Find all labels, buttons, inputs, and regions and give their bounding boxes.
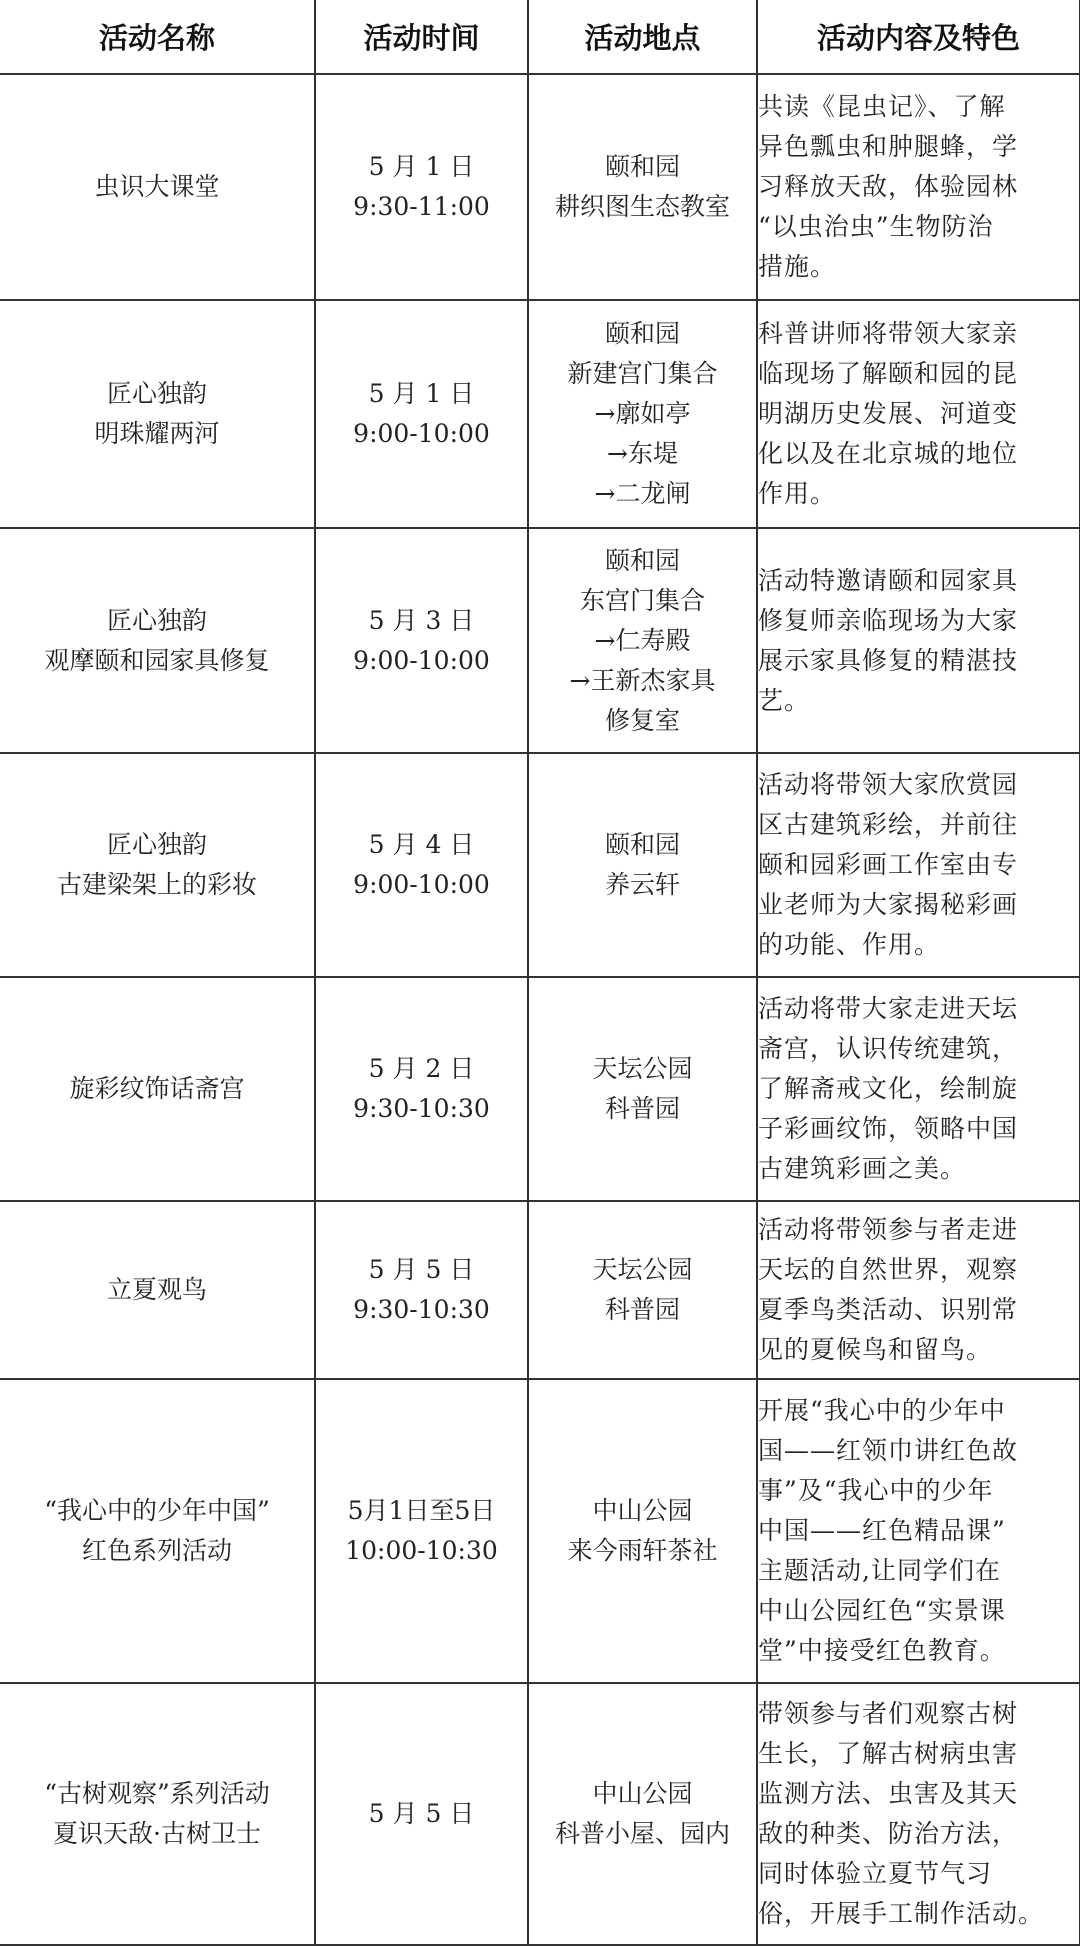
cell-text-line: 夏识天敌·古树卫士 <box>53 1819 261 1848</box>
cell-text-line: 作用。 <box>758 479 837 508</box>
cell-text-line: “以虫治虫”生物防治 <box>758 212 994 241</box>
cell-text-line: 虫识大课堂 <box>94 172 220 201</box>
cell-text-line: 同时体验立夏节气习 <box>758 1859 993 1888</box>
cell-text-line: 科普讲师将带领大家亲 <box>758 319 1019 348</box>
cell-text-line: 科普园 <box>604 1094 680 1123</box>
activity-time-cell <box>315 753 528 977</box>
cell-text-line: 明珠耀两河 <box>94 419 220 448</box>
cell-text-line: 见的夏候鸟和留鸟。 <box>758 1335 993 1364</box>
cell-text-line: 修复室 <box>604 705 680 735</box>
cell-text-line: 9:00-10:00 <box>353 419 490 448</box>
cell-text-line: 子彩画纹饰，领略中国 <box>758 1114 1019 1143</box>
activity-content-cell <box>757 1201 1080 1379</box>
cell-text-line: 科普小屋、园内 <box>554 1819 730 1848</box>
header-activity-place: 活动地点 <box>528 0 757 74</box>
cell-text-line: 9:30-11:00 <box>353 192 490 221</box>
activity-place-cell <box>528 753 757 977</box>
cell-text-line: 5 月 4 日 <box>368 830 475 859</box>
activity-content-cell <box>757 1683 1080 1945</box>
cell-text-line: 事”及“我心中的少年 <box>758 1476 994 1505</box>
activity-time-cell <box>315 528 528 753</box>
activity-name-cell <box>0 528 315 753</box>
cell-text-line: 习释放天敌，体验园林 <box>758 172 1019 201</box>
cell-text-line: 旋彩纹饰话斋宫 <box>69 1074 245 1103</box>
cell-text-line: 5 月 1 日 <box>368 152 475 181</box>
cell-text-line: 了解斋戒文化，绘制旋 <box>758 1074 1019 1103</box>
table-row <box>0 1379 1080 1683</box>
cell-text-line: →廓如亭 <box>594 399 691 428</box>
cell-text-line: 5 月 3 日 <box>368 605 475 635</box>
cell-text-line: 业老师为大家揭秘彩画 <box>758 890 1019 919</box>
cell-text-line: 天坛公园 <box>592 1255 693 1284</box>
cell-text-line: 活动特邀请颐和园家具 <box>758 565 1019 595</box>
cell-text-line: 5 月 2 日 <box>368 1054 475 1083</box>
cell-text-line: 5 月 1 日 <box>368 379 475 408</box>
table-row <box>0 528 1080 753</box>
cell-text-line: 天坛的自然世界，观察 <box>758 1255 1019 1284</box>
table-row <box>0 977 1080 1201</box>
cell-text-line: 来今雨轩茶社 <box>567 1536 718 1565</box>
cell-text-line: 红色系列活动 <box>81 1536 232 1565</box>
activity-content-cell <box>757 300 1080 528</box>
activity-name-cell <box>0 753 315 977</box>
activity-name-cell <box>0 1683 315 1945</box>
cell-text-line: 开展“我心中的少年中 <box>758 1396 1006 1425</box>
activity-name-cell <box>0 1379 315 1683</box>
header-activity-name: 活动名称 <box>0 0 315 74</box>
cell-text-line: 措施。 <box>758 252 837 281</box>
cell-text-line: 异色瓢虫和肿腿蜂，学 <box>758 132 1019 161</box>
activity-time-cell <box>315 74 528 300</box>
cell-text-line: 监测方法、虫害及其天 <box>758 1779 1019 1808</box>
cell-text-line: 9:00-10:00 <box>353 645 490 675</box>
cell-text-line: 堂”中接受红色教育。 <box>758 1636 1006 1665</box>
cell-text-line: 中山公园红色“实景课 <box>758 1596 1006 1625</box>
cell-text-line: 古建梁架上的彩妆 <box>56 870 257 899</box>
table-row <box>0 1201 1080 1379</box>
cell-text-line: 艺。 <box>758 685 811 715</box>
activity-place-cell <box>528 300 757 528</box>
header-activity-content: 活动内容及特色 <box>757 0 1080 74</box>
cell-text-line: 活动将带大家走进天坛 <box>758 994 1019 1023</box>
cell-text-line: 5 月 5 日 <box>368 1799 475 1828</box>
cell-text-line: 颐和园 <box>604 545 680 575</box>
activity-time-cell <box>315 300 528 528</box>
cell-text-line: 主题活动,让同学们在 <box>758 1556 1001 1585</box>
activity-place-cell <box>528 74 757 300</box>
cell-text-line: 耕织图生态教室 <box>554 192 730 221</box>
activity-content-cell <box>757 74 1080 300</box>
activity-content-cell <box>757 977 1080 1201</box>
table-row <box>0 1683 1080 1945</box>
cell-text-line: 斋宫，认识传统建筑， <box>758 1034 1019 1063</box>
cell-text-line: 夏季鸟类活动、识别常 <box>758 1295 1019 1324</box>
table-row <box>0 74 1080 300</box>
cell-text-line: 临现场了解颐和园的昆 <box>758 359 1019 388</box>
cell-text-line: 俗，开展手工制作活动。 <box>758 1899 1045 1928</box>
activity-name-cell <box>0 977 315 1201</box>
activity-place-cell <box>528 528 757 753</box>
cell-text-line: →二龙闸 <box>594 479 691 508</box>
cell-text-line: 颐和园 <box>604 830 680 859</box>
cell-text-line: →王新杰家具 <box>569 665 716 695</box>
cell-text-line: 化以及在北京城的地位 <box>758 439 1019 468</box>
cell-text-line: 匠心独韵 <box>106 379 207 408</box>
activity-name-cell <box>0 1201 315 1379</box>
cell-text-line: 颐和园彩画工作室由专 <box>758 850 1019 879</box>
cell-text-line: 立夏观鸟 <box>106 1275 207 1304</box>
cell-text-line: 10:00-10:30 <box>345 1536 498 1565</box>
cell-text-line: 颐和园 <box>604 319 680 348</box>
cell-text-line: 5月1日至5日 <box>347 1496 496 1525</box>
cell-text-line: →仁寿殿 <box>594 625 691 655</box>
cell-text-line: 古建筑彩画之美。 <box>758 1154 967 1183</box>
cell-text-line: 匠心独韵 <box>106 605 207 635</box>
cell-text-line: 东宫门集合 <box>579 585 705 615</box>
table-header-row <box>0 0 1080 74</box>
activity-time-cell <box>315 1201 528 1379</box>
cell-text-line: 的功能、作用。 <box>758 930 941 959</box>
cell-text-line: 颐和园 <box>604 152 680 181</box>
cell-text-line: 新建宫门集合 <box>567 359 718 388</box>
cell-text-line: 明湖历史发展、河道变 <box>758 399 1019 428</box>
cell-text-line: 9:30-10:30 <box>353 1295 490 1324</box>
cell-text-line: 5 月 5 日 <box>368 1255 475 1284</box>
cell-text-line: 9:30-10:30 <box>353 1094 490 1123</box>
cell-text-line: “我心中的少年中国” <box>44 1496 270 1525</box>
table-row <box>0 300 1080 528</box>
activity-place-cell <box>528 1379 757 1683</box>
activity-time-cell <box>315 1379 528 1683</box>
cell-text-line: 匠心独韵 <box>106 830 207 859</box>
activity-place-cell <box>528 1683 757 1945</box>
cell-text-line: 养云轩 <box>604 870 680 899</box>
header-activity-time: 活动时间 <box>315 0 528 74</box>
cell-text-line: 9:00-10:00 <box>353 870 490 899</box>
activity-content-cell <box>757 753 1080 977</box>
activity-content-cell <box>757 528 1080 753</box>
activity-content-cell <box>757 1379 1080 1683</box>
cell-text-line: 观摩颐和园家具修复 <box>44 645 270 675</box>
activity-name-cell <box>0 74 315 300</box>
cell-text-line: 天坛公园 <box>592 1054 693 1083</box>
cell-text-line: 修复师亲临现场为大家 <box>758 605 1019 635</box>
cell-text-line: 中山公园 <box>592 1496 693 1525</box>
cell-text-line: 敌的种类、防治方法， <box>758 1819 1019 1848</box>
cell-text-line: 科普园 <box>604 1295 680 1324</box>
table-row <box>0 753 1080 977</box>
cell-text-line: 活动将带领参与者走进 <box>758 1215 1019 1244</box>
activity-time-cell <box>315 977 528 1201</box>
activity-time-cell <box>315 1683 528 1945</box>
cell-text-line: 中国——红色精品课” <box>758 1516 1006 1545</box>
activity-name-cell <box>0 300 315 528</box>
activity-place-cell <box>528 1201 757 1379</box>
cell-text-line: 展示家具修复的精湛技 <box>758 645 1019 675</box>
cell-text-line: 生长，了解古树病虫害 <box>758 1739 1019 1768</box>
activity-place-cell <box>528 977 757 1201</box>
cell-text-line: 中山公园 <box>592 1779 693 1808</box>
cell-text-line: 共读《昆虫记》、了解 <box>758 92 1006 121</box>
cell-text-line: 国——红领巾讲红色故 <box>758 1436 1019 1465</box>
cell-text-line: “古树观察”系列活动 <box>44 1779 270 1808</box>
cell-text-line: 带领参与者们观察古树 <box>758 1699 1019 1728</box>
cell-text-line: 活动将带领大家欣赏园 <box>758 770 1019 799</box>
cell-text-line: 区古建筑彩绘，并前往 <box>758 810 1019 839</box>
cell-text-line: →东堤 <box>607 439 678 468</box>
